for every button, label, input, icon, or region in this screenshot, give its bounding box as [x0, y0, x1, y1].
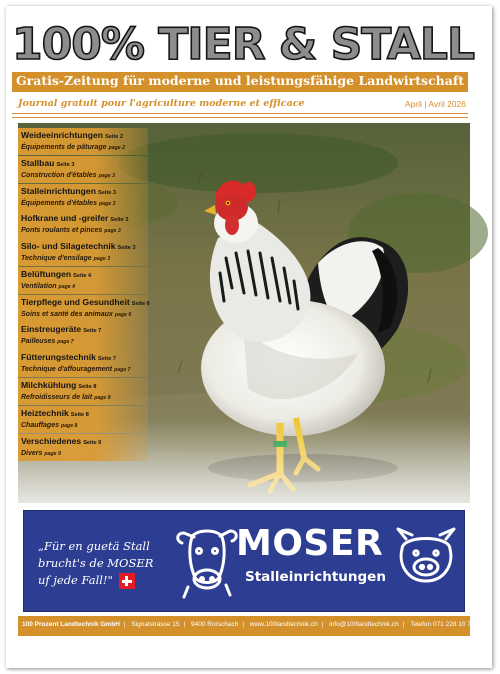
toc-title-de: Weideeinrichtungen — [21, 130, 103, 140]
toc-page-fr: page 8 — [94, 395, 111, 402]
footer-email-link[interactable]: info@100landtechnik.ch — [329, 621, 399, 628]
toc-title-de: Stallbau — [21, 157, 55, 168]
toc-title-fr: Divers — [21, 449, 43, 457]
toc-title-fr: Pailleuses — [21, 338, 56, 346]
toc-item[interactable] — [18, 350, 148, 377]
ad-slogan-line: brucht's de MOSER — [38, 556, 154, 570]
masthead-title: 100% TIER & STALL — [12, 19, 474, 70]
tagline-bar — [12, 72, 468, 92]
toc-item[interactable] — [18, 267, 148, 294]
toc-page-fr: page 7 — [114, 367, 131, 374]
subline-fr: Journal gratuit pour l'agriculture moderne et efficace — [18, 98, 305, 109]
footer-city: 9400 Rorschach — [190, 621, 239, 628]
pig-icon — [392, 525, 460, 589]
toc-page-fr: page 3 — [93, 256, 111, 263]
toc-page-de: Seite 3 — [117, 245, 136, 252]
footer-bar — [18, 616, 475, 636]
toc-title-de: Einstreugeräte — [21, 324, 82, 335]
footer-contact: 100 Prozent Landtechnik GmbH | Signalstrasse 15 | 9400 Rorschach | www.100landtechnik.ch | info@100landtechnik.ch | Telefon 071 228 10 70 — [22, 621, 475, 628]
toc-item[interactable] — [18, 239, 148, 266]
toc-title-de: Tierpflege und Gesundheit — [21, 296, 130, 307]
toc-title-fr: Ponts roulants et pinces — [21, 227, 103, 235]
toc-page-de: Seite 8 — [78, 384, 97, 391]
toc-item[interactable] — [18, 184, 148, 211]
toc-item[interactable] — [18, 378, 148, 405]
toc-title-de: Heiztechnik — [21, 407, 69, 418]
toc-item[interactable] — [18, 211, 148, 238]
toc-title-de: Hofkrane und -greifer — [21, 213, 109, 224]
toc-item[interactable] — [18, 406, 148, 433]
cow-icon — [174, 521, 240, 601]
toc-page-fr: page 6 — [114, 311, 132, 318]
toc-title-fr: Équipements de pâturage — [21, 144, 107, 151]
toc-page-de: Seite 3 — [110, 217, 129, 224]
issue-date: April | Avril 2026 — [404, 99, 466, 109]
toc-title-de: Belüftungen — [21, 268, 72, 279]
toc-title-de: Silo- und Silagetechnik — [21, 241, 116, 252]
toc-item[interactable] — [18, 434, 148, 461]
toc-page-de: Seite 8 — [70, 411, 89, 418]
divider-bottom — [12, 117, 468, 118]
footer-publisher: 100 Prozent Landtechnik GmbH — [22, 621, 120, 628]
ad-slogan — [38, 538, 183, 589]
toc-title-de: Stalleinrichtungen — [21, 185, 96, 196]
toc-title-de: Milchkühlung — [21, 380, 77, 391]
toc-page-de: Seite 4 — [73, 272, 92, 279]
masthead — [12, 19, 474, 73]
moser-advertisement[interactable] — [23, 510, 465, 612]
toc-page-fr: page 3 — [104, 228, 121, 235]
toc-title-de: Verschiedenes — [21, 435, 82, 446]
toc-page-de: Seite 6 — [131, 300, 150, 307]
footer-web-link[interactable]: www.100landtechnik.ch — [249, 621, 318, 628]
toc-page-fr: page 4 — [58, 283, 75, 290]
footer-phone: Telefon 071 228 10 70 — [410, 621, 475, 628]
toc-title-fr: Ventilation — [21, 282, 57, 290]
swiss-flag-icon — [119, 573, 135, 589]
toc-title-fr: Technique d'ensilage — [21, 255, 92, 263]
ad-slogan-line: uf jede Fall!" — [38, 573, 113, 587]
toc-item[interactable] — [18, 128, 148, 155]
toc-title-fr: Soins et santé des animaux — [21, 310, 113, 318]
brand-subtitle: Stalleinrichtungen — [245, 569, 386, 585]
toc-item[interactable] — [18, 322, 148, 349]
toc-page-fr: page 7 — [57, 339, 74, 346]
brand-name: MOSER — [236, 523, 384, 564]
toc-item[interactable] — [18, 156, 148, 183]
toc-page-fr: page 3 — [98, 172, 115, 179]
toc-page-de: Seite 3 — [97, 189, 117, 196]
toc-page-fr: page 9 — [44, 450, 61, 457]
toc-title-fr: Refroidisseurs de lait — [21, 394, 93, 402]
toc-title-fr: Technique d'affouragement — [21, 366, 113, 374]
divider-top — [12, 113, 468, 114]
toc-title-fr: Construction d'étables — [21, 171, 97, 179]
table-of-contents — [18, 128, 148, 461]
toc-title-fr: Équipements d'étables — [21, 199, 97, 207]
toc-page-de: Seite 7 — [83, 328, 102, 335]
toc-page-de: Seite 3 — [56, 161, 75, 168]
tagline: Gratis-Zeitung für moderne und leistungsfähige Landwirtschaft — [15, 73, 465, 88]
footer-street: Signalstrasse 15 — [131, 621, 180, 628]
toc-page-fr: page 2 — [108, 145, 126, 151]
toc-page-de: Seite 2 — [104, 134, 124, 140]
toc-title-fr: Chauffages — [21, 421, 59, 429]
toc-page-fr: page 3 — [98, 200, 116, 207]
toc-page-fr: page 8 — [61, 422, 78, 429]
ad-slogan-line: „Für en guetä Stall — [38, 539, 150, 553]
toc-item[interactable] — [18, 295, 148, 322]
toc-page-de: Seite 7 — [97, 356, 117, 363]
toc-title-de: Fütterungstechnik — [21, 352, 96, 363]
toc-page-de: Seite 9 — [83, 439, 102, 446]
